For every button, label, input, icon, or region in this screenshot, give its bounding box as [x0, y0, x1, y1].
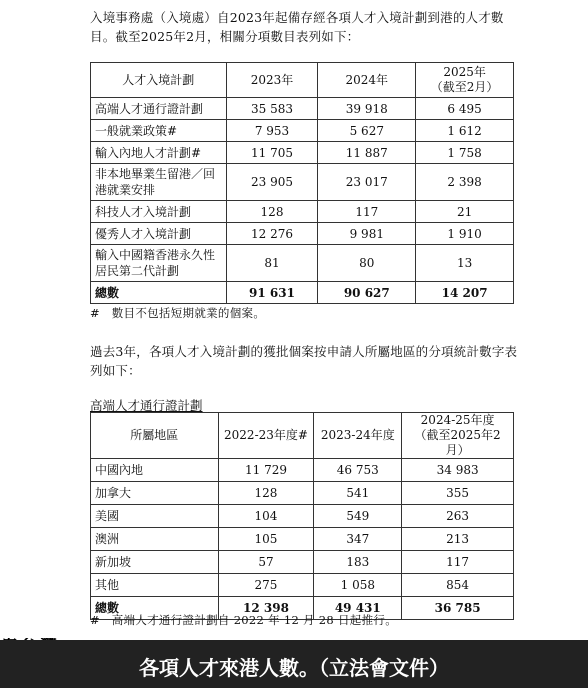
- total-value: 91 631: [226, 282, 318, 304]
- cell-value: 1 758: [416, 142, 514, 164]
- table1-header: 2023年: [226, 63, 318, 98]
- cell-value: 275: [218, 574, 314, 597]
- table-row: [91, 505, 514, 528]
- cell-value: 11 729: [218, 459, 314, 482]
- cell-value: 23 905: [226, 164, 318, 201]
- row-label: 優秀人才入境計劃: [91, 223, 227, 245]
- cell-value: 81: [226, 245, 318, 282]
- row-label: 中國內地: [91, 459, 219, 482]
- table2-footnote: # 高端人才通行證計劃自 2022 年 12 月 28 日起推行。: [90, 613, 397, 627]
- table-row: [91, 142, 514, 164]
- cell-value: 183: [314, 551, 402, 574]
- total-value: 14 207: [416, 282, 514, 304]
- table2-header-year: 2024-25年度: [420, 413, 495, 427]
- cell-value: 46 753: [314, 459, 402, 482]
- second-paragraph: 過去3年，各項人才入境計劃的獲批個案按申請人所屬地區的分項統計數字表列如下：: [90, 344, 518, 378]
- cell-value: 347: [314, 528, 402, 551]
- cell-value: 1 058: [314, 574, 402, 597]
- table-total-row: [91, 282, 514, 304]
- row-label: 美國: [91, 505, 219, 528]
- cell-value: 1 910: [416, 223, 514, 245]
- table-row: [91, 164, 514, 201]
- table1-header: [416, 63, 514, 98]
- table2-header: [402, 413, 514, 459]
- cell-value: 1 612: [416, 120, 514, 142]
- row-label: 科技人才入境計劃: [91, 201, 227, 223]
- cell-value: 213: [402, 528, 514, 551]
- row-label: 輸入中國籍香港永久性居民第二代計劃: [91, 245, 227, 282]
- intro-paragraph: 入境事務處（入境處）自2023年起備存經各項人才入境計劃到港的人才數目。截至2025年2月，相關分項數目表列如下：: [90, 10, 504, 44]
- cell-value: 117: [402, 551, 514, 574]
- cell-value: 6 495: [416, 98, 514, 120]
- image-caption: 各項人才來港人數。（立法會文件）: [139, 656, 449, 680]
- cell-value: 128: [226, 201, 318, 223]
- table-row: [91, 245, 514, 282]
- row-label: 非本地畢業生留港／回港就業安排: [91, 164, 227, 201]
- total-label: 總數: [91, 597, 219, 620]
- cell-value: 7 953: [226, 120, 318, 142]
- row-label: 澳洲: [91, 528, 219, 551]
- cell-value: 2 398: [416, 164, 514, 201]
- cell-value: 80: [318, 245, 416, 282]
- total-label: 總數: [91, 282, 227, 304]
- cell-value: 549: [314, 505, 402, 528]
- total-value: 36 785: [402, 597, 514, 620]
- table-row: [91, 459, 514, 482]
- table-row: [91, 98, 514, 120]
- section-subheading: 高端人才通行證計劃: [90, 398, 203, 413]
- table2-header-row: [91, 413, 514, 459]
- cell-value: 13: [416, 245, 514, 282]
- cell-value: 21: [416, 201, 514, 223]
- cell-value: 57: [218, 551, 314, 574]
- row-label: 一般就業政策#: [91, 120, 227, 142]
- table-row: [91, 482, 514, 505]
- cell-value: 9 981: [318, 223, 416, 245]
- row-label: 新加坡: [91, 551, 219, 574]
- cell-value: 11 705: [226, 142, 318, 164]
- cell-value: 104: [218, 505, 314, 528]
- cell-value: 117: [318, 201, 416, 223]
- table2-header-note: （截至2025年2月）: [414, 428, 501, 457]
- cell-value: 263: [402, 505, 514, 528]
- table-row: [91, 223, 514, 245]
- row-label: 其他: [91, 574, 219, 597]
- table1-header-year: 2025年: [443, 65, 486, 79]
- row-label: 高端人才通行證計劃: [91, 98, 227, 120]
- cell-value: 23 017: [318, 164, 416, 201]
- table2-header: 2023-24年度: [314, 413, 402, 459]
- total-value: 12 398: [218, 597, 314, 620]
- table-row: [91, 574, 514, 597]
- table-row: [91, 551, 514, 574]
- row-label: 加拿大: [91, 482, 219, 505]
- total-value: 49 431: [314, 597, 402, 620]
- table-row: [91, 201, 514, 223]
- table2-header: 2022-23年度#: [218, 413, 314, 459]
- region-breakdown-table: [90, 412, 514, 620]
- cell-value: 5 627: [318, 120, 416, 142]
- cell-value: 128: [218, 482, 314, 505]
- table1-header-row: [91, 63, 514, 98]
- cell-value: 541: [314, 482, 402, 505]
- row-label: 輸入內地人才計劃#: [91, 142, 227, 164]
- cell-value: 39 918: [318, 98, 416, 120]
- cell-value: 35 583: [226, 98, 318, 120]
- cell-value: 11 887: [318, 142, 416, 164]
- table1-header: 2024年: [318, 63, 416, 98]
- total-value: 90 627: [318, 282, 416, 304]
- cell-value: 12 276: [226, 223, 318, 245]
- table1-footnote: # 數目不包括短期就業的個案。: [90, 306, 266, 320]
- table1-header-note: （截至2月）: [430, 80, 499, 94]
- cell-value: 34 983: [402, 459, 514, 482]
- table2-header: 所屬地區: [91, 413, 219, 459]
- cell-value: 355: [402, 482, 514, 505]
- table-row: [91, 120, 514, 142]
- table-row: [91, 528, 514, 551]
- cell-value: 105: [218, 528, 314, 551]
- table1-header: 人才入境計劃: [91, 63, 227, 98]
- cell-value: 854: [402, 574, 514, 597]
- talent-scheme-table: [90, 62, 514, 304]
